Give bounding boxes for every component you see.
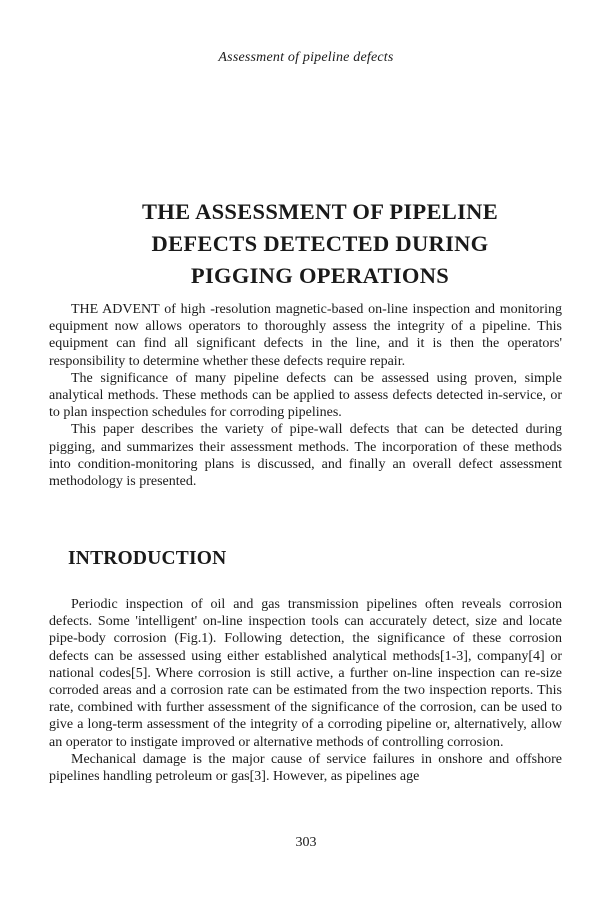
abstract-paragraph-3: This paper describes the variety of pipe-wall defects that can be detected during pigging, and summarizes their assessment methods. The incorporation of these methods into condition-monitoring plans is discussed, and finally an overall defect assessment methodology is presented. [49,422,562,490]
abstract-paragraph-2: The significance of many pipeline defects can be assessed using proven, simple analytical methods. These methods can be applied to assess defects detected in-service, or to plan inspection schedules for corroding pipelines. [49,370,562,421]
introduction-paragraph-2: Mechanical damage is the major cause of service failures in onshore and offshore pipelines handling petroleum or gas[3]. However, as pipelines age [49,751,562,785]
introduction-body [49,596,562,785]
running-head: Assessment of pipeline defects [218,50,394,65]
title-line-3: PIGGING OPERATIONS [190,263,450,288]
abstract-paragraph-1: THE ADVENT of high -resolution magnetic-based on-line inspection and monitoring equipment now allows operators to thoroughly assess the integrity of a pipeline. This equipment can find all significant defects in the line, and it is then the operators' responsibility to determine whether these defects require repair. [49,302,562,369]
page-number: 303 [295,835,317,850]
abstract [49,301,562,490]
introduction-paragraph-1: Periodic inspection of oil and gas transmission pipelines often reveals corrosion defects. Some 'intelligent' on-line inspection tools can accurately detect, size and locate pipe-body corrosion (Fig.1). Following detection, the significance of these corrosion defects can be assessed using either established analytical methods[1-3], company[4] or national codes[5]. Where corrosion is still active, a further on-line inspection can re-size corroded areas and a corrosion rate can be estimated from the two inspection reports. This rate, combined with further assessment of the significance of the corrosion, can be used to give a long-term assessment of the integrity of a corroding pipeline or, alternatively, allow an operator to instigate improved or alternative methods of controlling corrosion. [49,597,562,750]
paper-title [60,196,580,292]
title-line-1: THE ASSESSMENT OF PIPELINE [141,199,499,224]
section-heading-introduction: INTRODUCTION [68,548,227,569]
title-line-2: DEFECTS DETECTED DURING [151,231,489,256]
